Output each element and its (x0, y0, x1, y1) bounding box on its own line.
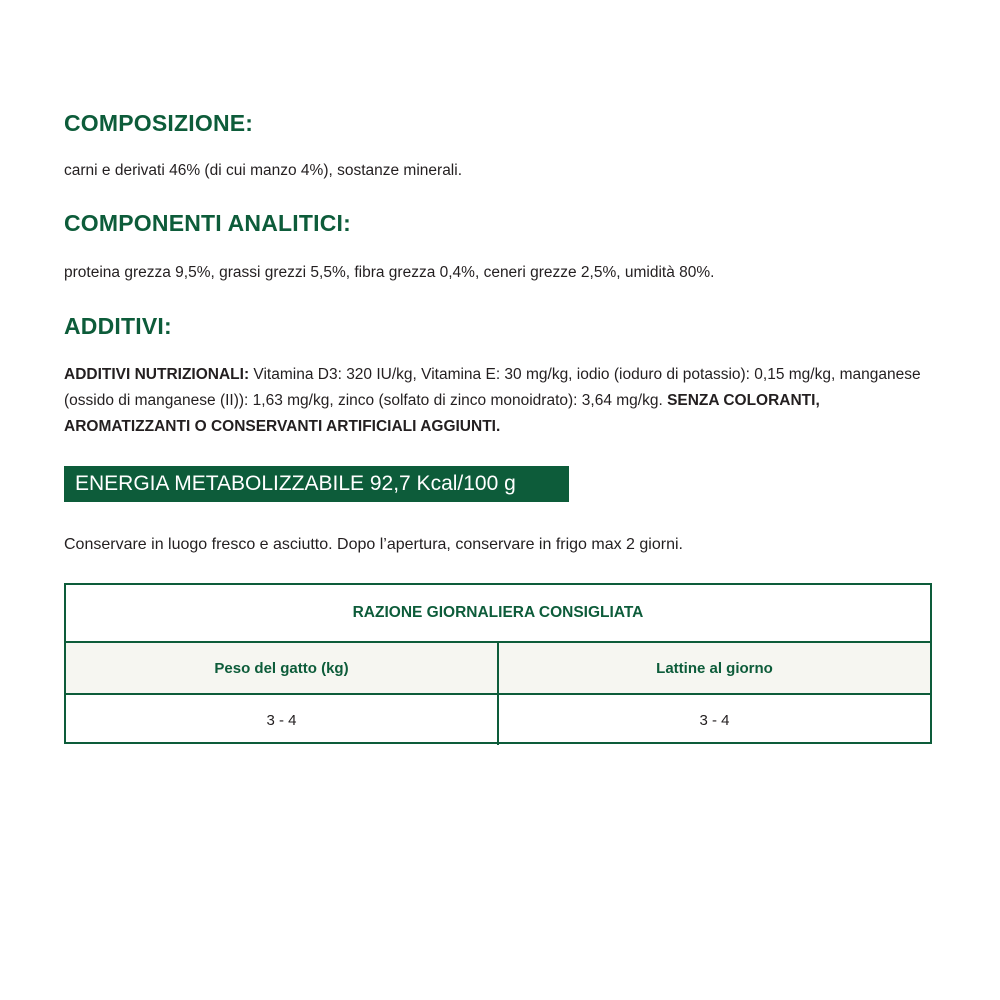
cell-weight: 3 - 4 (266, 711, 297, 729)
additives-heading: ADDITIVI: (64, 313, 172, 339)
ration-table (64, 583, 932, 744)
ration-title: RAZIONE GIORNALIERA CONSIGLIATA (66, 585, 930, 643)
ration-header-row (66, 643, 930, 695)
energy-banner: ENERGIA METABOLIZZABILE 92,7 Kcal/100 g (64, 466, 569, 502)
table-row (66, 695, 930, 745)
additives-note: SENZA COLORANTI, AROMATIZZANTI O CONSERVANTI ARTIFICIALI AGGIUNTI. (64, 392, 820, 435)
column-header-cans: Lattine al giorno (497, 643, 930, 693)
analytical-heading: COMPONENTI ANALITICI: (64, 210, 351, 236)
cell-cans: 3 - 4 (497, 695, 930, 745)
column-header-weight: Peso del gatto (kg) (214, 659, 349, 677)
composition-heading: COMPOSIZIONE: (64, 110, 254, 136)
additives-label: ADDITIVI NUTRIZIONALI: (64, 366, 250, 383)
composition-text: carni e derivati 46% (di cui manzo 4%), sostanze minerali. (64, 162, 463, 179)
analytical-text: proteina grezza 9,5%, grassi grezzi 5,5%, fibra grezza 0,4%, ceneri grezze 2,5%, umidità 80%. (64, 264, 715, 281)
additives-detail: Vitamina D3: 320 IU/kg, Vitamina E: 30 mg/kg, iodio (ioduro di potassio): 0,15 mg/kg, manganese (ossido di manganese (II)): 1,63 mg/kg, zinco (solfato di zinco monoidrato): 3,64 mg/kg. (64, 366, 921, 409)
storage-text: Conservare in luogo fresco e asciutto. Dopo l’apertura, conservare in frigo max 2 giorni. (64, 536, 683, 553)
additives-text (64, 362, 949, 440)
